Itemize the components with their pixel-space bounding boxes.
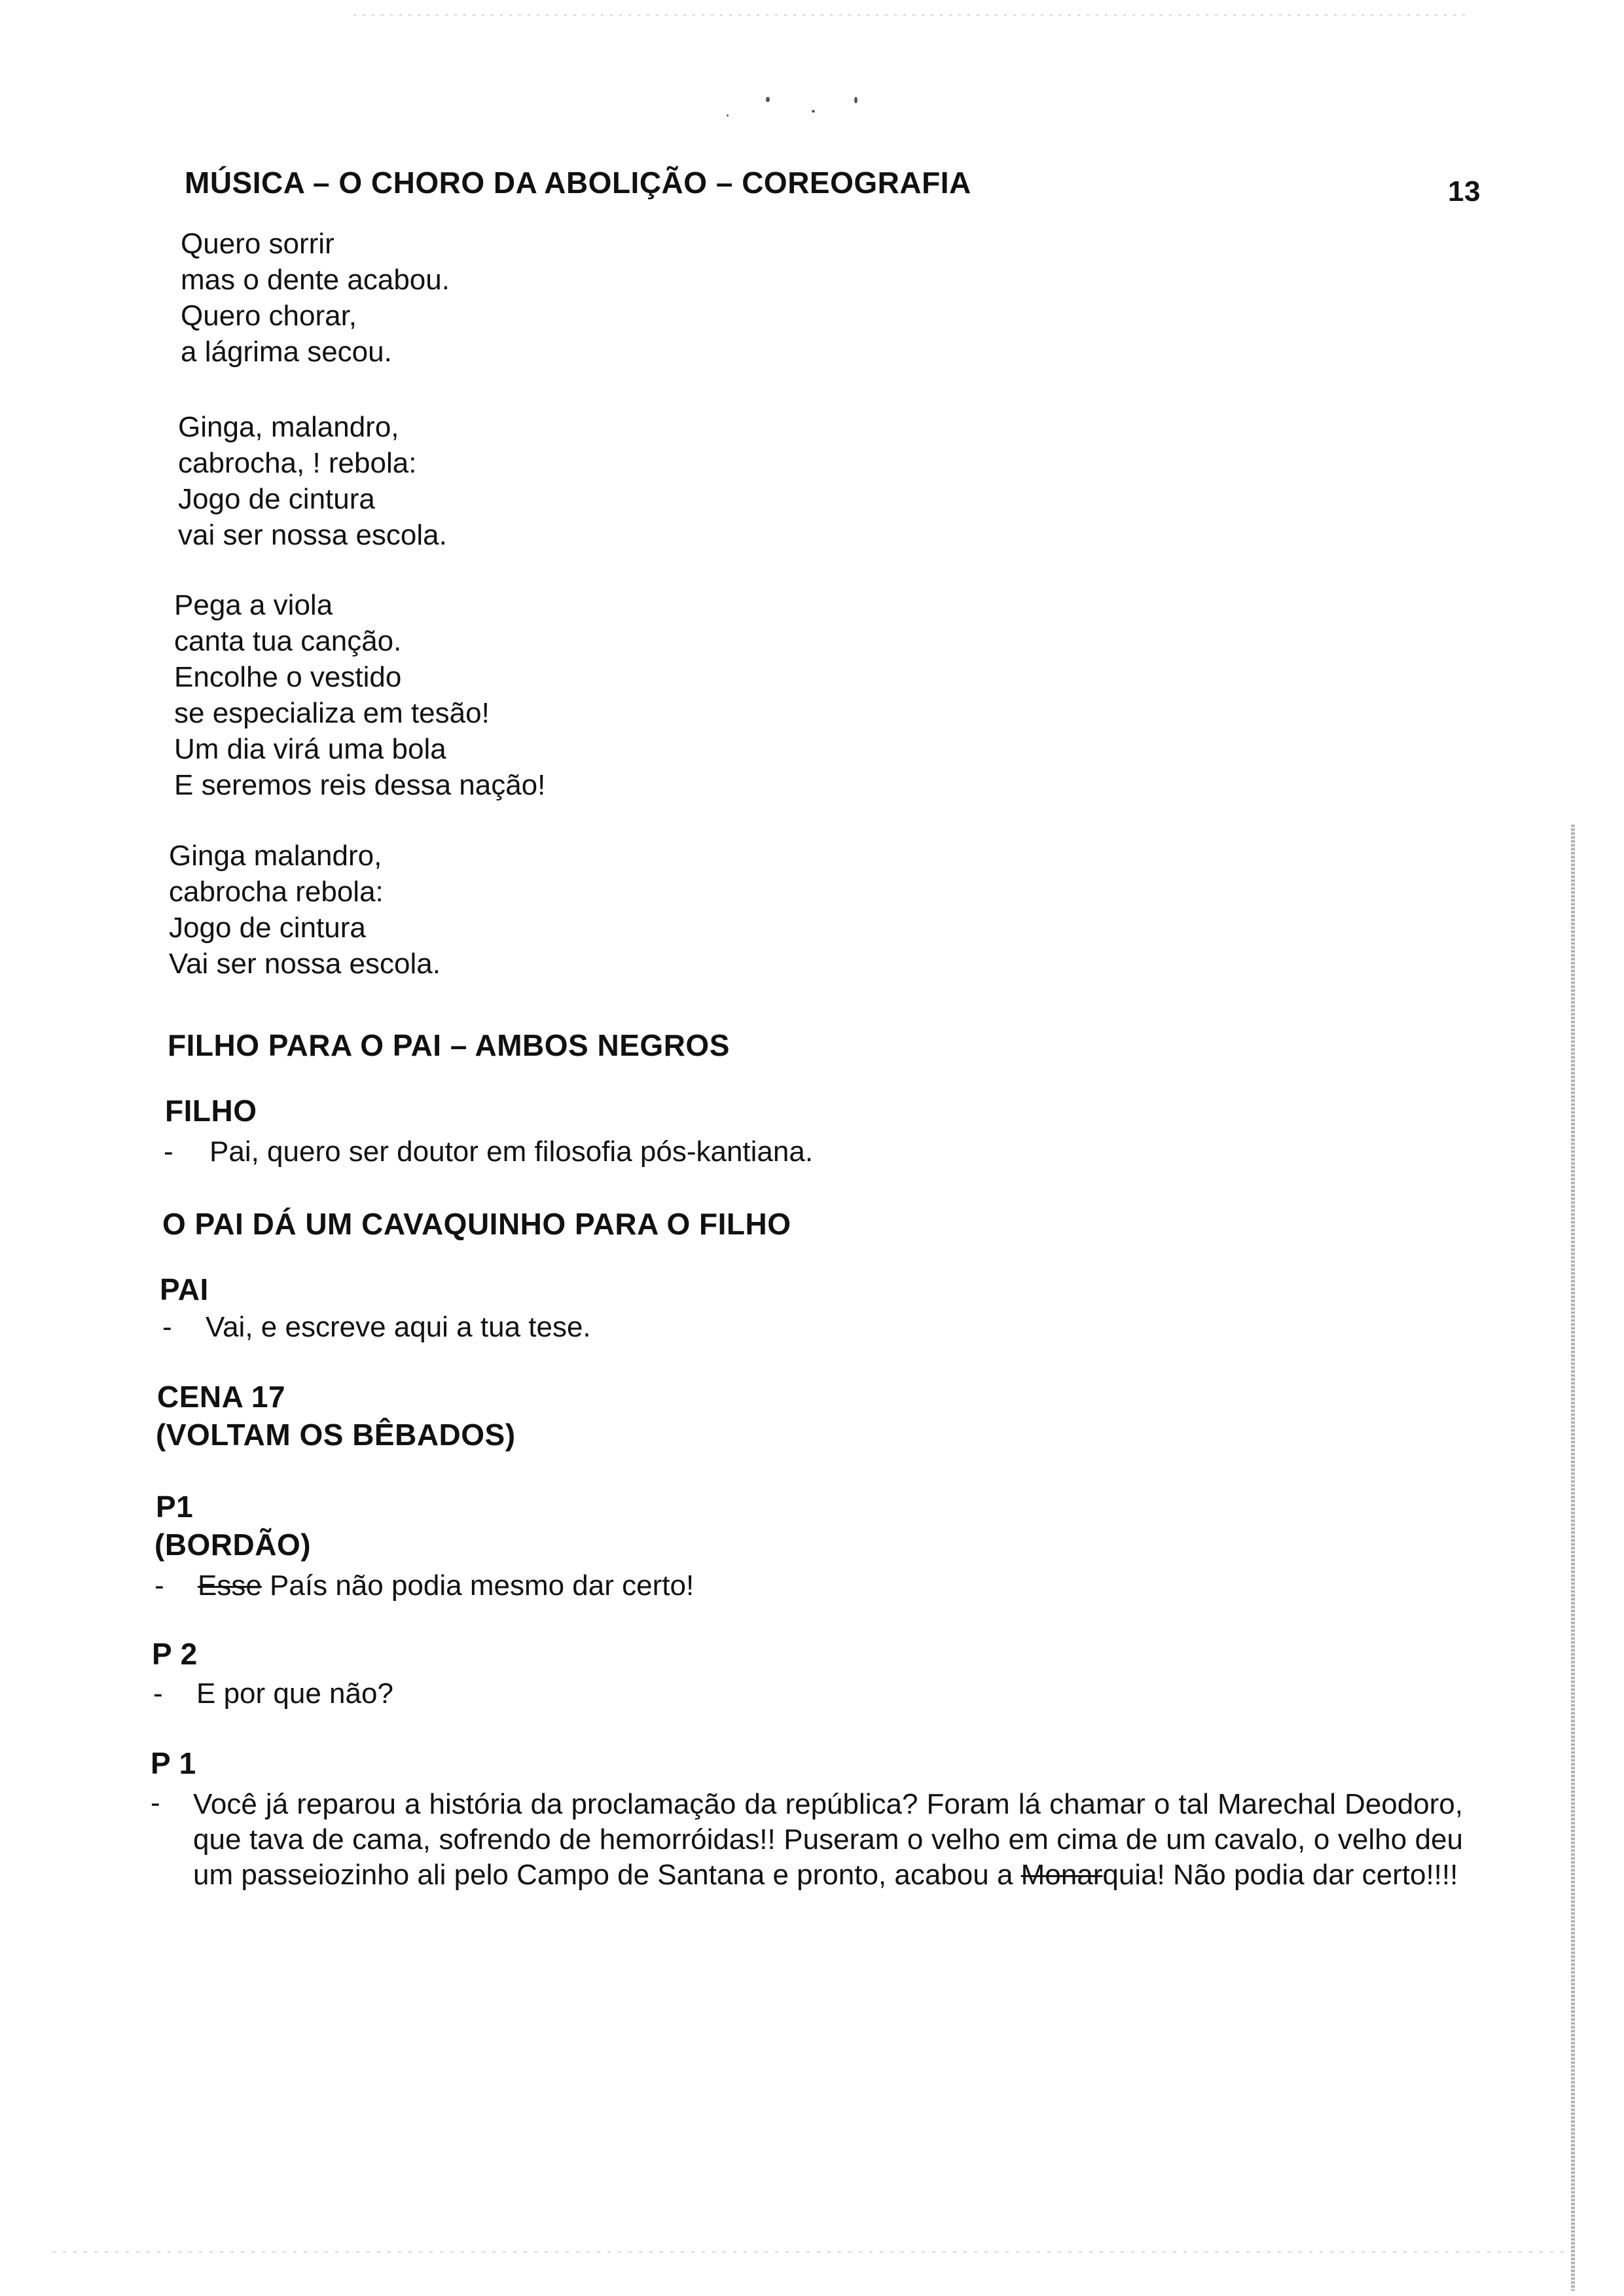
dialogue-line: E por que não? bbox=[196, 1677, 393, 1710]
lyric-line: mas o dente acabou. bbox=[181, 264, 450, 296]
lyric-line: canta tua canção. bbox=[174, 625, 402, 657]
lyric-line: Um dia virá uma bola bbox=[174, 733, 446, 765]
struck-text: Monar bbox=[1020, 1859, 1103, 1891]
dialogue-line bbox=[198, 1570, 694, 1602]
dialogue-line: Pai, quero ser doutor em filosofia pós-kantiana. bbox=[209, 1136, 814, 1168]
lyric-line: a lágrima secou. bbox=[181, 336, 392, 368]
speaker-note: (BORDÃO) bbox=[154, 1528, 312, 1562]
speaker-name: P 2 bbox=[152, 1637, 198, 1671]
lyric-line: Encolhe o vestido bbox=[174, 661, 402, 693]
speaker-name: P 1 bbox=[151, 1746, 196, 1780]
lyric-line: Pega a viola bbox=[174, 589, 333, 621]
stage-direction: FILHO PARA O PAI – AMBOS NEGROS bbox=[168, 1028, 730, 1062]
lyric-line: Jogo de cintura bbox=[169, 912, 366, 944]
page-title: MÚSICA – O CHORO DA ABOLIÇÃO – COREOGRAFIA bbox=[185, 166, 971, 200]
lyric-line: Ginga, malandro, bbox=[178, 411, 399, 443]
lyric-line: cabrocha, ! rebola: bbox=[178, 447, 417, 479]
lyric-line: Ginga malandro, bbox=[169, 840, 382, 872]
lyric-line: Jogo de cintura bbox=[178, 483, 375, 515]
dialogue-line: Vai, e escreve aqui a tua tese. bbox=[206, 1311, 591, 1343]
scan-speck bbox=[727, 115, 729, 117]
lyric-line: cabrocha rebola: bbox=[169, 876, 384, 908]
lyric-line: Vai ser nossa escola. bbox=[169, 948, 441, 980]
dialogue-text: Você já reparou a história da proclamação da república? Foram lá chamar o tal Marechal Deodoro, que tava de cama, sofrendo de hemorróidas!! Puseram o velho em cima de um cavalo, o velho deu um passeiozinho ali pelo Campo de Santana e pronto, acabou a bbox=[193, 1788, 1463, 1891]
scan-artifact-bottom bbox=[52, 2251, 1571, 2253]
scan-speck bbox=[766, 97, 770, 102]
dialogue-text: quia! Não podia dar certo!!!! bbox=[1102, 1859, 1458, 1891]
lyric-line: se especializa em tesão! bbox=[174, 697, 490, 729]
page-number: 13 bbox=[1448, 175, 1481, 207]
dialogue-dash: - bbox=[154, 1570, 164, 1602]
dialogue-dash: - bbox=[164, 1136, 173, 1168]
scan-speck bbox=[854, 97, 857, 103]
lyric-line: Quero sorrir bbox=[181, 228, 334, 260]
scan-artifact-edge bbox=[1571, 825, 1575, 2291]
stage-direction: (VOLTAM OS BÊBADOS) bbox=[156, 1418, 516, 1452]
scene-title: CENA 17 bbox=[157, 1380, 286, 1414]
dialogue-paragraph bbox=[193, 1787, 1463, 1893]
speaker-name: P1 bbox=[156, 1490, 194, 1524]
stage-direction: O PAI DÁ UM CAVAQUINHO PARA O FILHO bbox=[162, 1207, 791, 1241]
dialogue-dash: - bbox=[162, 1311, 172, 1343]
scan-artifact-top bbox=[353, 14, 1466, 16]
scan-speck bbox=[812, 110, 815, 113]
speaker-name: PAI bbox=[160, 1272, 209, 1306]
dialogue-text: País não podia mesmo dar certo! bbox=[261, 1570, 695, 1602]
dialogue-dash: - bbox=[151, 1787, 160, 1819]
speaker-name: FILHO bbox=[165, 1094, 257, 1128]
lyric-line: vai ser nossa escola. bbox=[178, 519, 447, 551]
struck-text: Esse bbox=[198, 1570, 262, 1602]
lyric-line: Quero chorar, bbox=[181, 300, 357, 332]
dialogue-dash: - bbox=[153, 1677, 163, 1710]
lyric-line: E seremos reis dessa nação! bbox=[174, 769, 546, 801]
